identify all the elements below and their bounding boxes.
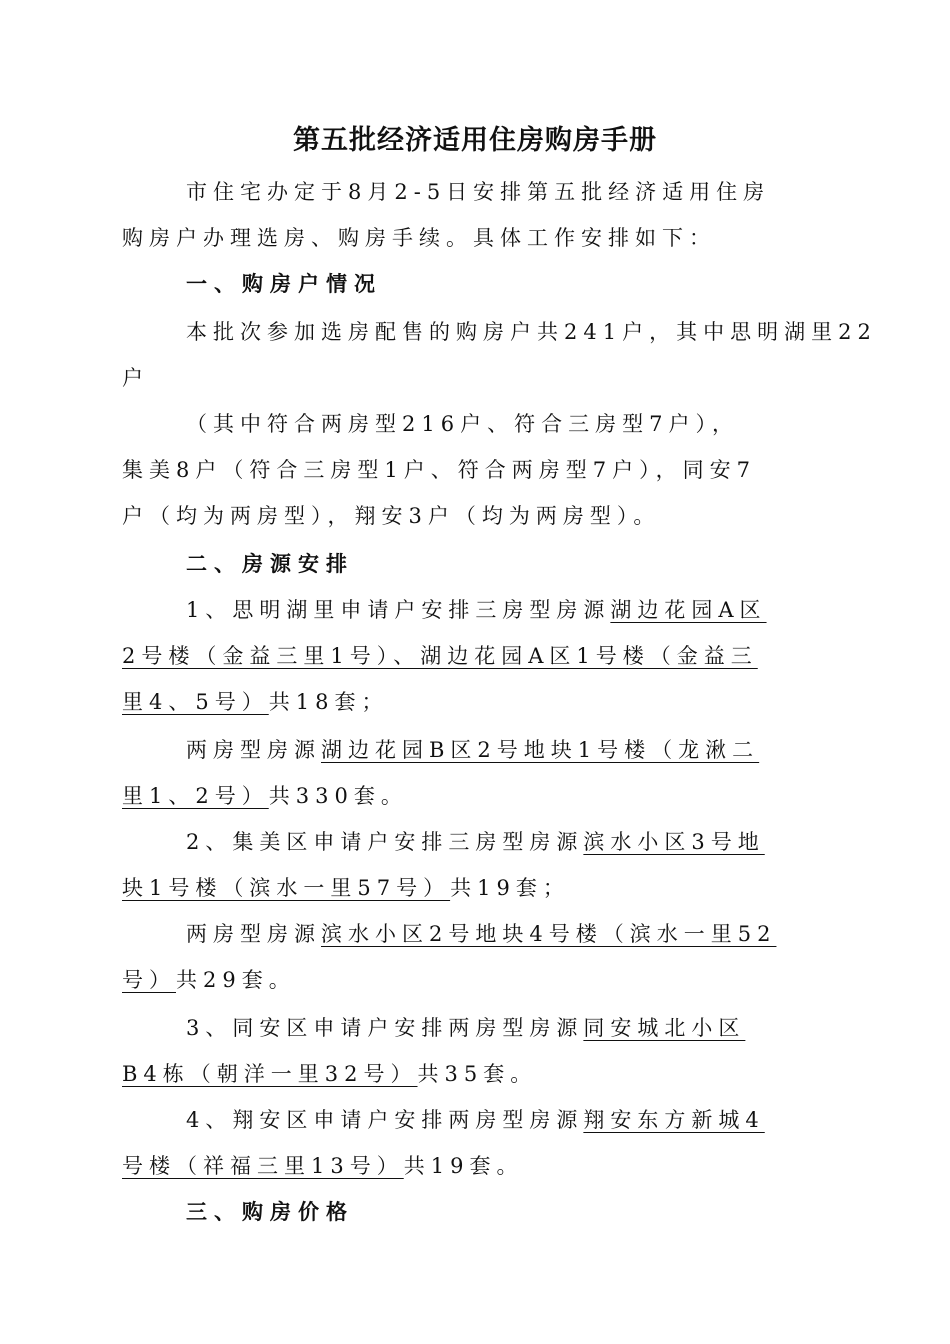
item-2b-location-1: 滨水小区2号地块4号楼（滨水一里52 [321,922,777,946]
item-1b-suffix: 共330套。 [268,784,408,808]
item-1-line-3 [122,686,388,716]
section-1-line-1: 本批次参加选房配售的购房户共241户，其中思明湖里22 [186,320,877,344]
item-3-line-1 [186,1012,745,1042]
item-2-location-1: 滨水小区3号地 [583,830,765,854]
item-1-location-2: 2号楼（金益三里1号）、湖边花园A区1号楼（金益三 [122,644,758,668]
section-1-heading: 一、购房户情况 [186,271,382,296]
intro-line-2: 购房户办理选房、购房手续。具体工作安排如下： [122,226,716,250]
item-1b-location-2: 里1、2号） [122,784,269,808]
item-4-line-1 [186,1104,765,1134]
item-1-line-1 [186,594,767,624]
item-3-location-2: B4栋（朝洋一里32号） [122,1062,418,1086]
item-4-location-1: 翔安东方新城4 [583,1108,765,1132]
item-2b-line-2 [122,964,296,994]
item-1b-line-2 [122,780,408,810]
item-2-suffix: 共19套； [450,876,570,900]
section-3-heading: 三、购房价格 [186,1199,354,1224]
section-1-line-3: （其中符合两房型216户、符合三房型7户）， [186,412,739,436]
section-1-line-4: 集美8户（符合三房型1户、符合两房型7户），同安7 [122,458,756,482]
item-4-suffix: 共19套。 [403,1154,524,1178]
item-1-line-2 [122,640,758,670]
item-4-location-2: 号楼（祥福三里13号） [122,1154,404,1178]
item-3-location-1: 同安城北小区 [583,1016,746,1040]
item-1-location-3: 里4、5号） [122,690,269,714]
item-3-suffix: 共35套。 [417,1062,538,1086]
item-2-location-2: 块1号楼（滨水一里57号） [122,876,451,900]
item-2b-line-1 [186,918,776,948]
item-2b-suffix: 共29套。 [176,968,296,992]
item-1-location-1: 湖边花园A区 [610,598,767,622]
item-4-prefix: 4、翔安区申请户安排两房型房源 [186,1108,584,1132]
item-1b-prefix: 两房型房源 [186,738,321,762]
section-1-line-5: 户（均为两房型），翔安3户（均为两房型）。 [122,504,661,528]
item-2-prefix: 2、集美区申请户安排三房型房源 [186,830,584,854]
item-2-line-1 [186,826,765,856]
item-1b-location-1: 湖边花园B区2号地块1号楼（龙湫二 [321,738,760,762]
item-3-line-2 [122,1058,537,1088]
document-title: 第五批经济适用住房购房手册 [293,125,657,156]
item-2b-location-2: 号） [122,968,176,992]
item-3-prefix: 3、同安区申请户安排两房型房源 [186,1016,584,1040]
item-1-suffix: 共18套； [268,690,389,714]
section-2-heading: 二、房源安排 [186,551,354,576]
section-1-line-2: 户 [122,366,149,390]
item-1b-line-1 [186,734,759,764]
item-1-prefix: 1、思明湖里申请户安排三房型房源 [186,598,611,622]
item-2-line-2 [122,872,570,902]
item-2b-prefix: 两房型房源 [186,922,321,946]
intro-line-1: 市住宅办定于8月2-5日安排第五批经济适用住房 [186,180,771,204]
item-4-line-2 [122,1150,523,1180]
